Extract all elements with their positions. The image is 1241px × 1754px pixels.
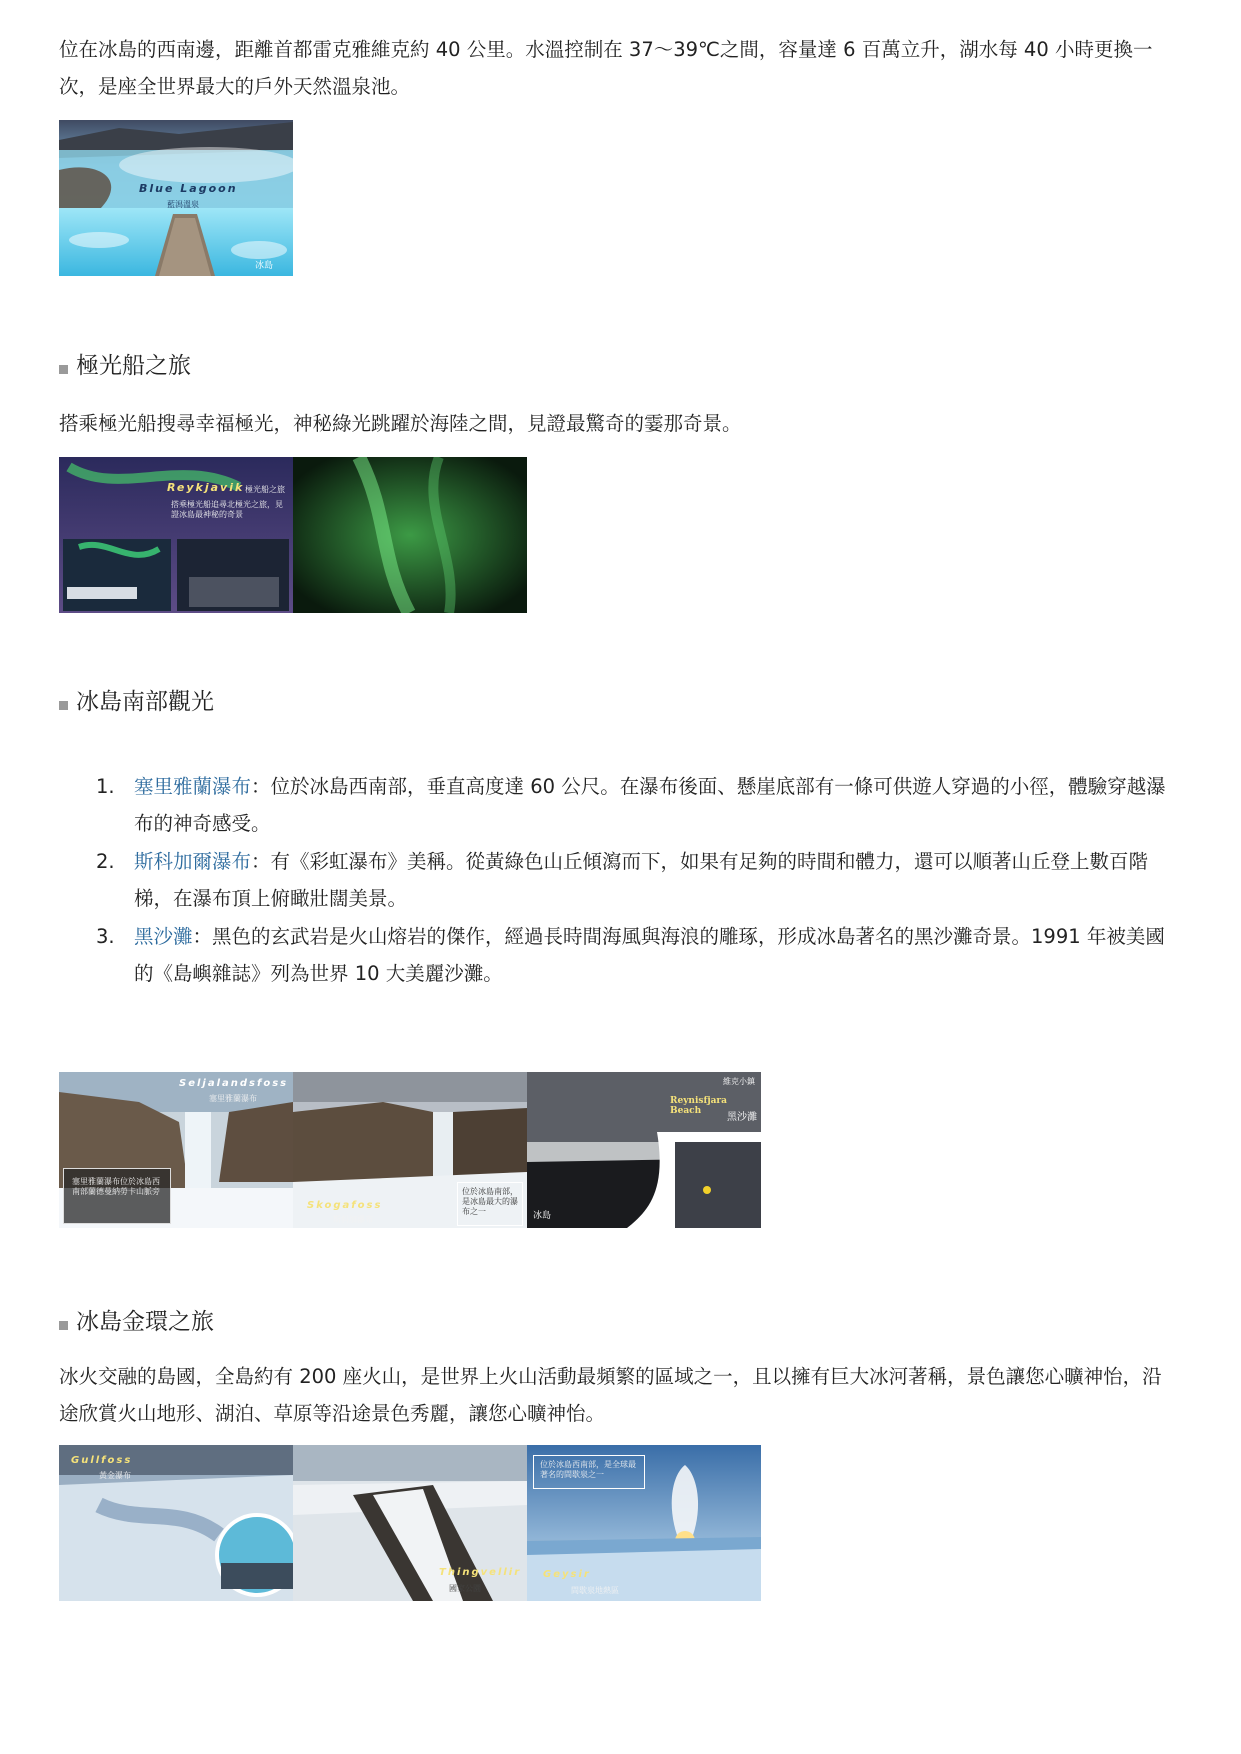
seljalandsfoss-title: Seljalandsfoss: [179, 1078, 289, 1089]
attractions-list: [59, 768, 1179, 993]
iceland-logo: 冰島: [255, 261, 274, 271]
section-heading-south: 冰島南部觀光: [59, 687, 214, 717]
blue-lagoon-title: Blue Lagoon: [139, 182, 238, 195]
thingvellir-subtitle: 國家公園: [449, 1584, 481, 1593]
section-heading-aurora: 極光船之旅: [59, 351, 191, 381]
intro-paragraph: 位在冰島的西南邊，距離首都雷克雅維克約 40 公里。水溫控制在 37～39℃之間，容量達 6 百萬立升，湖水每 40 小時更換一次，是座全世界最大的戶外天然溫泉池。: [59, 38, 1153, 98]
gullfoss-photo: [59, 1445, 293, 1601]
geysir-photo: [527, 1445, 761, 1601]
aurora-photo-title: Reykjavik: [167, 481, 245, 494]
bullet-square-icon: [59, 701, 68, 710]
reynisfjara-title: Reynisfjara Beach: [670, 1096, 727, 1116]
bullet-square-icon: [59, 365, 68, 374]
skogafoss-photo: [293, 1072, 527, 1228]
geysir-subtitle: 間歇泉地熱區: [571, 1586, 619, 1595]
reynisfjara-title-cn: 黑沙灘: [727, 1112, 757, 1123]
aurora-photo-desc: 搭乘極光船追尋北極光之旅，見證冰島最神秘的奇景: [171, 500, 283, 519]
golden-paragraph: 冰火交融的島國，全島約有 200 座火山，是世界上火山活動最頻繁的區域之一，且以擁有巨大冰河著稱，景色讓您心曠神怡，沿途欣賞火山地形、湖泊、草原等沿途景色秀麗，讓您心曠神怡。: [59, 1365, 1162, 1425]
gullfoss-subtitle: 黃金瀑布: [99, 1471, 131, 1480]
list-item: 3. 黑沙灘：黑色的玄武岩是火山熔岩的傑作，經過長時間海風與海浪的雕琢，形成冰島著名的黑沙灘奇景。1991 年被美國的《島嶼雜誌》列為世界 10 大美麗沙灘。: [96, 925, 1165, 985]
south-photo-strip: [59, 1072, 761, 1228]
skogafoss-subtitle: 斯科加瀑布: [333, 1215, 373, 1224]
reynisfjara-photo: [527, 1072, 761, 1228]
seljalandsfoss-photo: [59, 1072, 293, 1228]
blue-lagoon-subtitle: 藍潟溫泉: [167, 200, 199, 209]
seljalandsfoss-caption-box: 塞里雅蘭瀑布位於冰島西南部蘭德曼納勞卡山脈旁: [63, 1168, 171, 1224]
aurora-photo-title-cn: 極光船之旅: [245, 485, 285, 494]
thingvellir-title: Thingvellir: [439, 1567, 522, 1578]
list-item: 2. 斯科加爾瀑布：有《彩虹瀑布》美稱。從黃綠色山丘傾瀉而下，如果有足夠的時間和體力，還可以順著山丘登上數百階梯，在瀑布頂上俯瞰壯闊美景。: [96, 850, 1149, 910]
list-item: 1. 塞里雅蘭瀑布：位於冰島西南部，垂直高度達 60 公尺。在瀑布後面、懸崖底部有一條可供遊人穿過的小徑，體驗穿越瀑布的神奇感受。: [96, 775, 1166, 835]
iceland-logo: 冰島: [533, 1211, 552, 1221]
seljalandsfoss-subtitle: 塞里雅蘭瀑布: [209, 1094, 257, 1103]
thingvellir-photo: [293, 1445, 527, 1601]
geysir-title: Geysir: [543, 1569, 591, 1580]
aurora-photo: [59, 457, 527, 613]
attraction-link[interactable]: 黑沙灘: [134, 925, 193, 948]
skogafoss-caption-box: 位於冰島南部，是冰島最大的瀑布之一: [457, 1182, 523, 1226]
geysir-caption-box: 位於冰島西南部，是全球最著名的間歇泉之一: [533, 1455, 645, 1489]
bullet-square-icon: [59, 1321, 68, 1330]
aurora-paragraph: 搭乘極光船搜尋幸福極光，神秘綠光跳躍於海陸之間，見證最驚奇的霎那奇景。: [59, 412, 742, 435]
gullfoss-title: Gullfoss: [71, 1455, 133, 1466]
section-heading-golden: 冰島金環之旅: [59, 1307, 214, 1337]
golden-photo-strip: [59, 1445, 761, 1601]
blue-lagoon-photo: [59, 120, 293, 276]
attraction-link[interactable]: 塞里雅蘭瀑布: [134, 775, 252, 798]
attraction-link[interactable]: 斯科加爾瀑布: [134, 850, 252, 873]
reynisfjara-tag: 維克小鎮: [723, 1077, 755, 1086]
skogafoss-title: Skogafoss: [307, 1200, 383, 1211]
